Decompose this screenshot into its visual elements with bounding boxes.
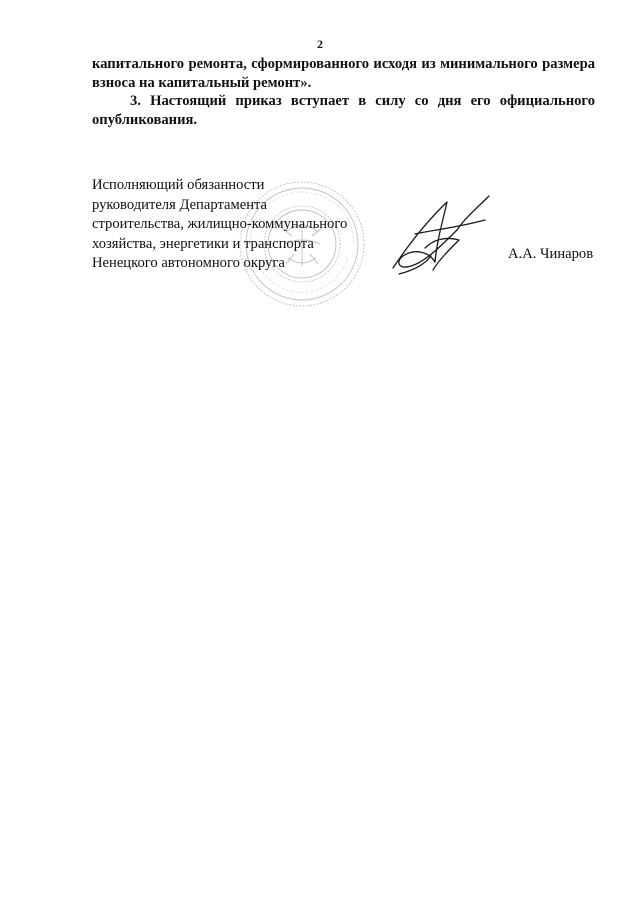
signatory-line: Ненецкого автономного округа bbox=[92, 255, 285, 271]
signatory-position bbox=[92, 176, 392, 274]
signatory-line: Исполняющий обязанности bbox=[92, 177, 265, 193]
signatory-line: строительства, жилищно-коммунального bbox=[92, 216, 348, 232]
paragraph-item-3: 3. Настоящий приказ вступает в силу со дня его официального опубликования. bbox=[92, 93, 595, 128]
paragraph-continuation: капитального ремонта, сформированного исходя из минимального размера взноса на капитальный ремонт». bbox=[92, 56, 595, 91]
handwritten-signature bbox=[385, 190, 505, 275]
page-number: 2 bbox=[317, 37, 323, 51]
signatory-line: хозяйства, энергетики и транспорта bbox=[92, 235, 314, 252]
signatory-line: руководителя Департамента bbox=[92, 196, 268, 213]
signer-name: А.А. Чинаров bbox=[508, 246, 594, 262]
